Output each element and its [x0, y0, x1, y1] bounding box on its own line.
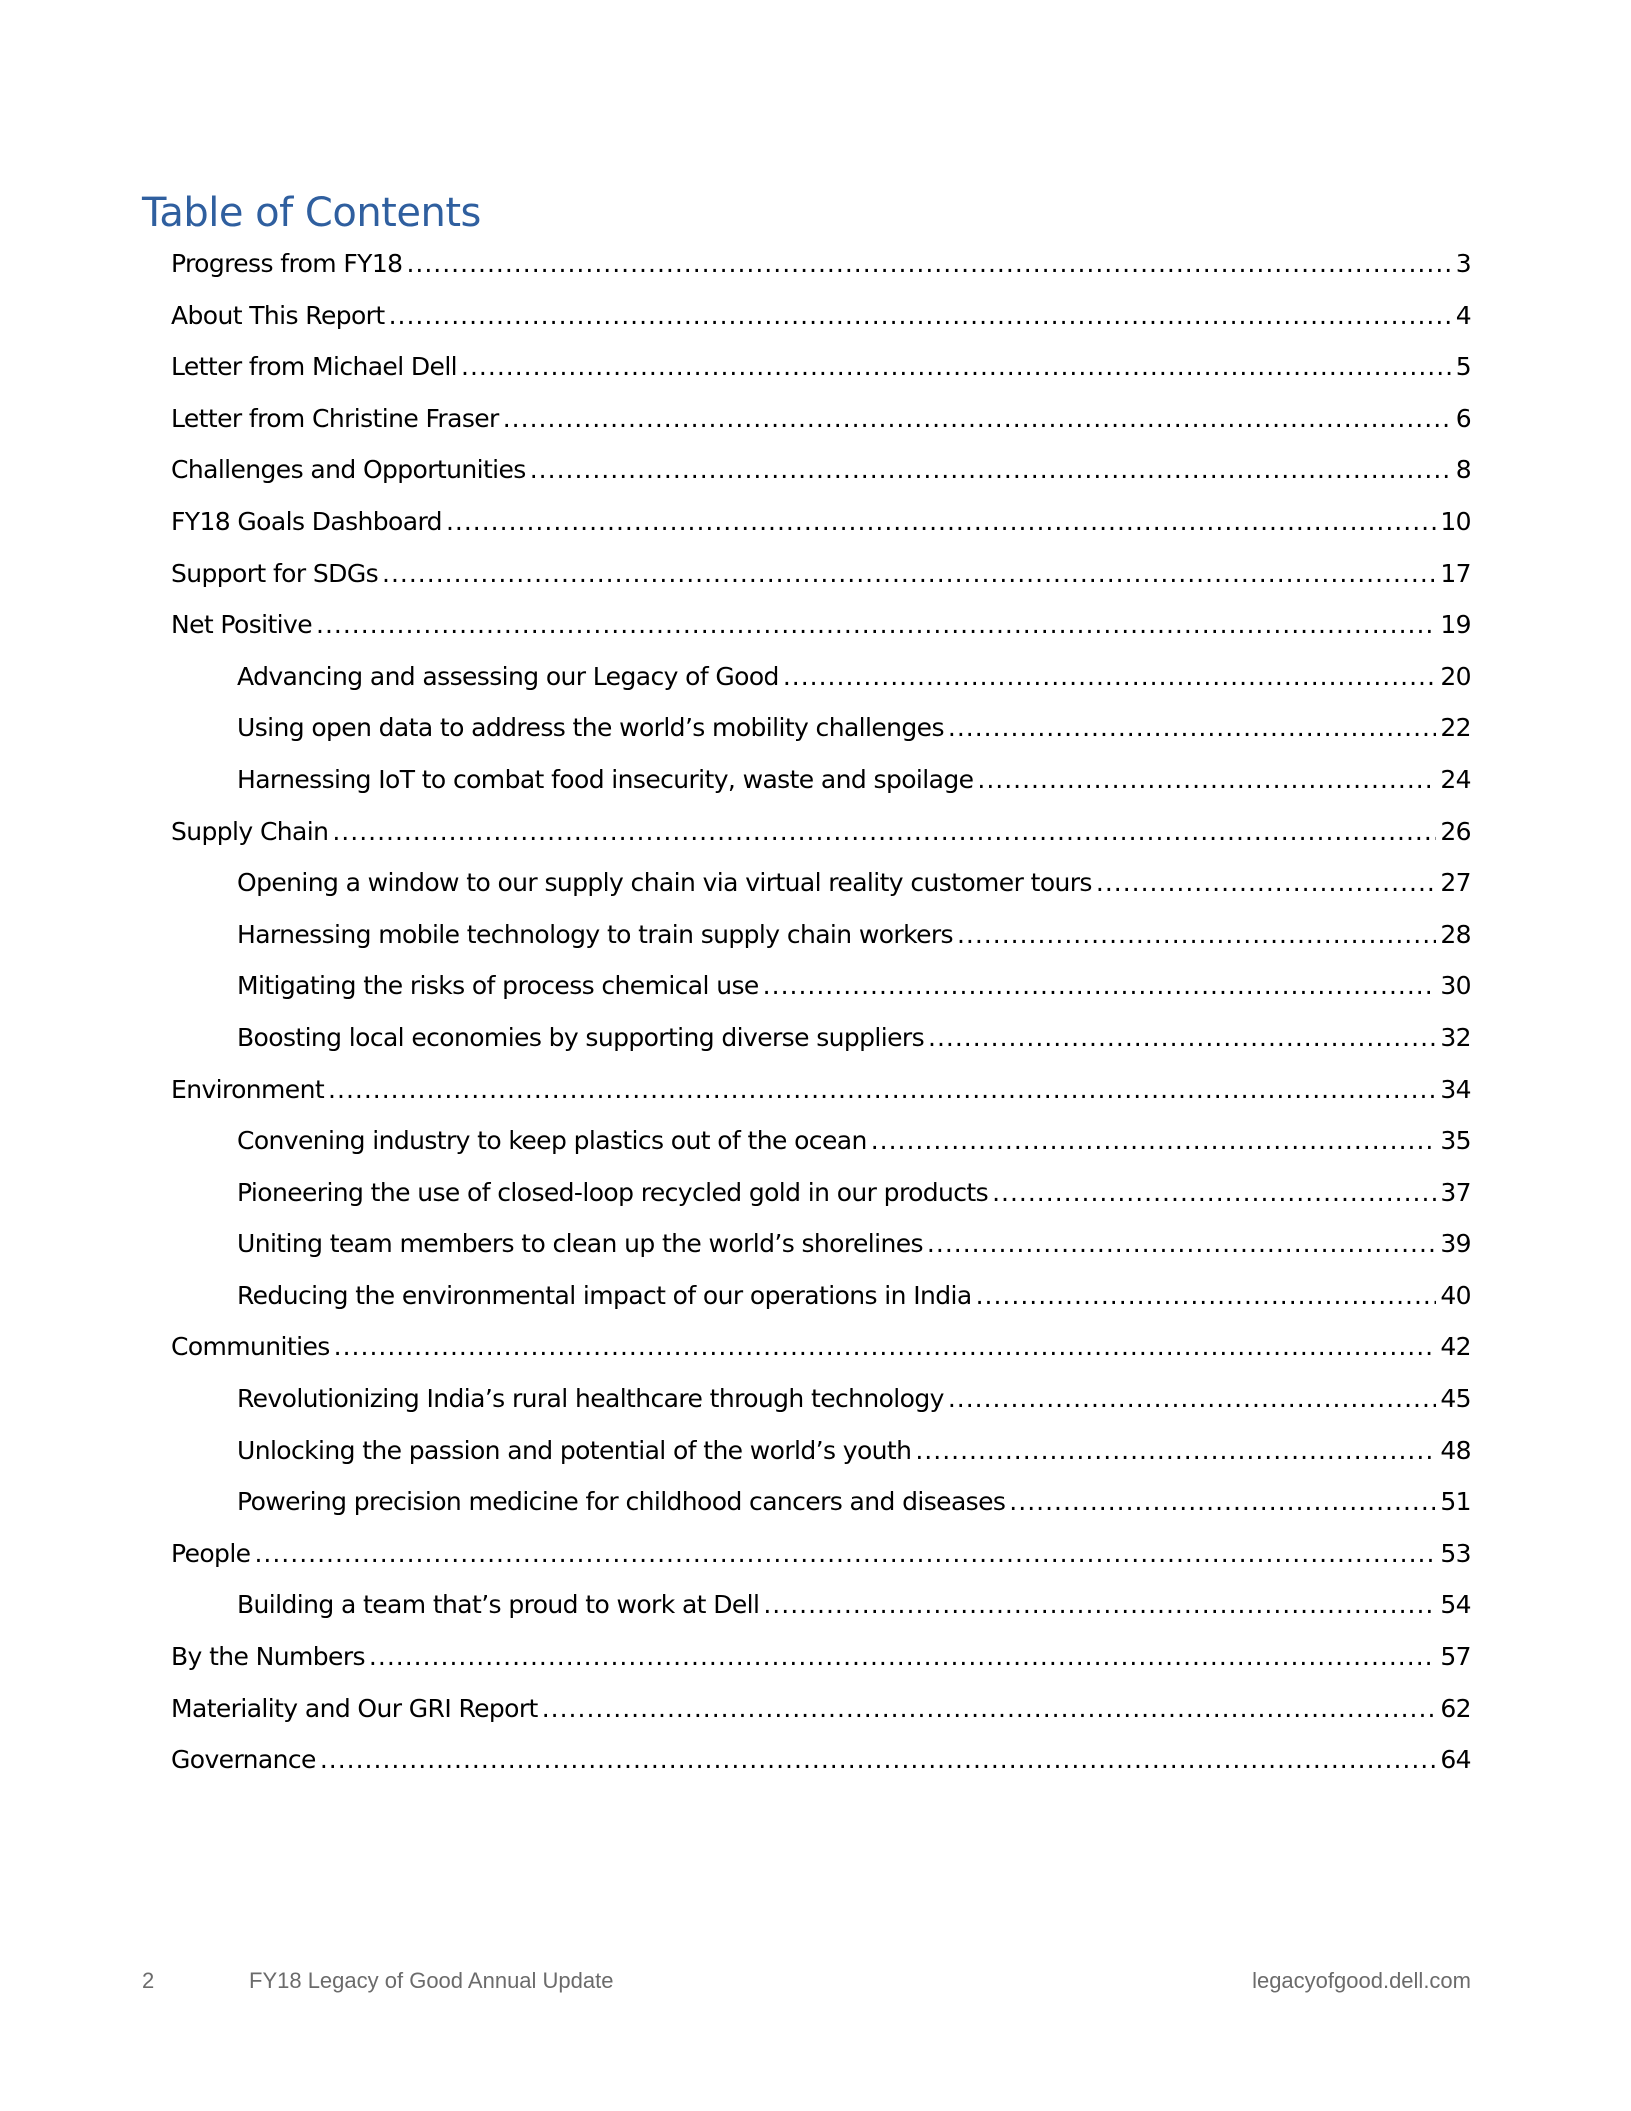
toc-entry-page: 64 — [1440, 1745, 1471, 1775]
dot-leader — [542, 1691, 1437, 1727]
toc-entry-label: Governance — [171, 1745, 316, 1775]
dot-leader — [334, 1329, 1437, 1365]
toc-entry-label: Revolutionizing India’s rural healthcare through technology — [237, 1384, 944, 1414]
toc-entry[interactable] — [171, 1484, 1471, 1536]
toc-entry-label: About This Report — [171, 300, 385, 330]
toc-entry-label: Building a team that’s proud to work at Dell — [237, 1590, 760, 1620]
dot-leader — [530, 452, 1452, 488]
toc-entry-label: Communities — [171, 1332, 330, 1362]
toc-entry-label: FY18 Goals Dashboard — [171, 506, 442, 536]
toc-entry-page: 4 — [1455, 300, 1471, 330]
toc-entry-label: Opening a window to our supply chain via virtual reality customer tours — [237, 868, 1092, 898]
toc-entry-page: 51 — [1440, 1487, 1471, 1517]
dot-leader — [332, 814, 1436, 850]
toc-entry-page: 26 — [1440, 816, 1471, 846]
toc-entry-label: Convening industry to keep plastics out of the ocean — [237, 1126, 867, 1156]
dot-leader — [382, 556, 1436, 592]
toc-entry[interactable] — [171, 659, 1471, 711]
toc-entry-label: Letter from Christine Fraser — [171, 403, 499, 433]
dot-leader — [389, 298, 1452, 334]
toc-entry-label: Boosting local economies by supporting diverse suppliers — [237, 1022, 924, 1052]
toc-entry[interactable] — [171, 1020, 1471, 1072]
toc-entry[interactable] — [171, 504, 1471, 556]
toc-entry-label: By the Numbers — [171, 1642, 365, 1672]
toc-entry-page: 62 — [1440, 1693, 1471, 1723]
toc-entry-label: Harnessing mobile technology to train supply chain workers — [237, 919, 953, 949]
dot-leader — [328, 1072, 1436, 1108]
toc-entry-page: 45 — [1440, 1384, 1471, 1414]
toc-entry-label: Uniting team members to clean up the world’s shorelines — [237, 1229, 923, 1259]
toc-entry-page: 34 — [1440, 1074, 1471, 1104]
toc-entry-page: 24 — [1440, 764, 1471, 794]
toc-entry-label: Challenges and Opportunities — [171, 455, 526, 485]
toc-entry-page: 54 — [1440, 1590, 1471, 1620]
toc-entry[interactable] — [171, 1691, 1471, 1743]
toc-entry[interactable] — [171, 1742, 1471, 1794]
footer-url[interactable]: legacyofgood.dell.com — [1252, 1968, 1471, 1993]
toc-entry-page: 19 — [1440, 610, 1471, 640]
toc-entry[interactable] — [171, 1536, 1471, 1588]
toc-entry-page: 22 — [1440, 713, 1471, 743]
toc-entry[interactable] — [171, 1587, 1471, 1639]
toc-entry[interactable] — [171, 1072, 1471, 1124]
toc-entry-page: 10 — [1440, 506, 1471, 536]
toc-entry[interactable] — [171, 607, 1471, 659]
toc-entry-page: 5 — [1455, 352, 1471, 382]
toc-entry-page: 6 — [1455, 403, 1471, 433]
dot-leader — [957, 917, 1436, 953]
toc-entry-page: 35 — [1440, 1126, 1471, 1156]
toc-entry-page: 27 — [1440, 868, 1471, 898]
toc-entry-page: 40 — [1440, 1280, 1471, 1310]
dot-leader — [254, 1536, 1436, 1572]
toc-entry-page: 28 — [1440, 919, 1471, 949]
toc-entry[interactable] — [171, 1175, 1471, 1227]
dot-leader — [992, 1175, 1436, 1211]
dot-leader — [503, 401, 1452, 437]
dot-leader — [977, 762, 1436, 798]
toc-entry[interactable] — [171, 968, 1471, 1020]
toc-entry-page: 17 — [1440, 558, 1471, 588]
dot-leader — [915, 1433, 1436, 1469]
toc-entry[interactable] — [171, 556, 1471, 608]
toc-entry-label: Supply Chain — [171, 816, 329, 846]
toc-entry-label: Powering precision medicine for childhood cancers and diseases — [237, 1487, 1006, 1517]
toc-entry[interactable] — [171, 814, 1471, 866]
toc-entry[interactable] — [171, 1381, 1471, 1433]
toc-entry-label: Advancing and assessing our Legacy of Good — [237, 661, 779, 691]
toc-entry-label: Environment — [171, 1074, 325, 1104]
dot-leader — [1096, 865, 1437, 901]
dot-leader — [320, 1742, 1437, 1778]
toc-entry[interactable] — [171, 710, 1471, 762]
toc-entry-page: 53 — [1440, 1538, 1471, 1568]
toc-entry-label: Harnessing IoT to combat food insecurity, waste and spoilage — [237, 764, 974, 794]
dot-leader — [928, 1020, 1436, 1056]
toc-entry-label: People — [171, 1538, 251, 1568]
dot-leader — [1009, 1484, 1436, 1520]
toc-entry-label: Using open data to address the world’s mobility challenges — [237, 713, 944, 743]
toc-entry-label: Support for SDGs — [171, 558, 379, 588]
dot-leader — [763, 1587, 1436, 1623]
dot-leader — [948, 1381, 1437, 1417]
toc-entry-label: Progress from FY18 — [171, 249, 403, 278]
toc-entry[interactable] — [171, 1329, 1471, 1381]
dot-leader — [406, 246, 1451, 282]
toc-entry-page: 48 — [1440, 1435, 1471, 1465]
footer-page-number: 2 — [142, 1968, 155, 1993]
dot-leader — [927, 1226, 1436, 1262]
footer-document-title: FY18 Legacy of Good Annual Update — [249, 1968, 614, 1993]
toc-entry-page: 39 — [1440, 1229, 1471, 1259]
toc-entry[interactable] — [171, 246, 1471, 298]
toc-entry-label: Reducing the environmental impact of our operations in India — [237, 1280, 972, 1310]
toc-entry[interactable] — [171, 1226, 1471, 1278]
toc-entry[interactable] — [171, 452, 1471, 504]
toc-entry[interactable] — [171, 1278, 1471, 1330]
dot-leader — [976, 1278, 1437, 1314]
toc-entry[interactable] — [171, 401, 1471, 453]
toc-entry-label: Materiality and Our GRI Report — [171, 1693, 538, 1723]
toc-entry[interactable] — [171, 762, 1471, 814]
table-of-contents — [171, 246, 1471, 1794]
dot-leader — [871, 1123, 1437, 1159]
toc-entry-page: 32 — [1440, 1022, 1471, 1052]
dot-leader — [446, 504, 1436, 540]
toc-entry[interactable] — [171, 298, 1471, 350]
toc-entry-label: Mitigating the risks of process chemical use — [237, 971, 759, 1001]
dot-leader — [948, 710, 1437, 746]
dot-leader — [461, 349, 1452, 385]
toc-entry-label: Unlocking the passion and potential of the world’s youth — [237, 1435, 912, 1465]
toc-entry-label: Pioneering the use of closed-loop recycled gold in our products — [237, 1177, 989, 1207]
toc-entry-page: 30 — [1440, 971, 1471, 1001]
toc-entry[interactable] — [171, 1123, 1471, 1175]
toc-entry-label: Letter from Michael Dell — [171, 352, 458, 382]
toc-entry-page: 8 — [1455, 455, 1471, 485]
toc-entry-label: Net Positive — [171, 610, 313, 640]
toc-entry-page: 37 — [1440, 1177, 1471, 1207]
toc-entry[interactable] — [171, 1433, 1471, 1485]
dot-leader — [369, 1639, 1436, 1675]
page-title: Table of Contents — [142, 190, 481, 236]
toc-entry-page: 57 — [1440, 1642, 1471, 1672]
dot-leader — [316, 607, 1436, 643]
toc-entry[interactable] — [171, 865, 1471, 917]
toc-entry[interactable] — [171, 349, 1471, 401]
toc-entry[interactable] — [171, 917, 1471, 969]
dot-leader — [783, 659, 1437, 695]
dot-leader — [763, 968, 1437, 1004]
toc-entry-page: 3 — [1455, 249, 1471, 278]
toc-entry-page: 42 — [1440, 1332, 1471, 1362]
toc-entry[interactable] — [171, 1639, 1471, 1691]
toc-entry-page: 20 — [1440, 661, 1471, 691]
